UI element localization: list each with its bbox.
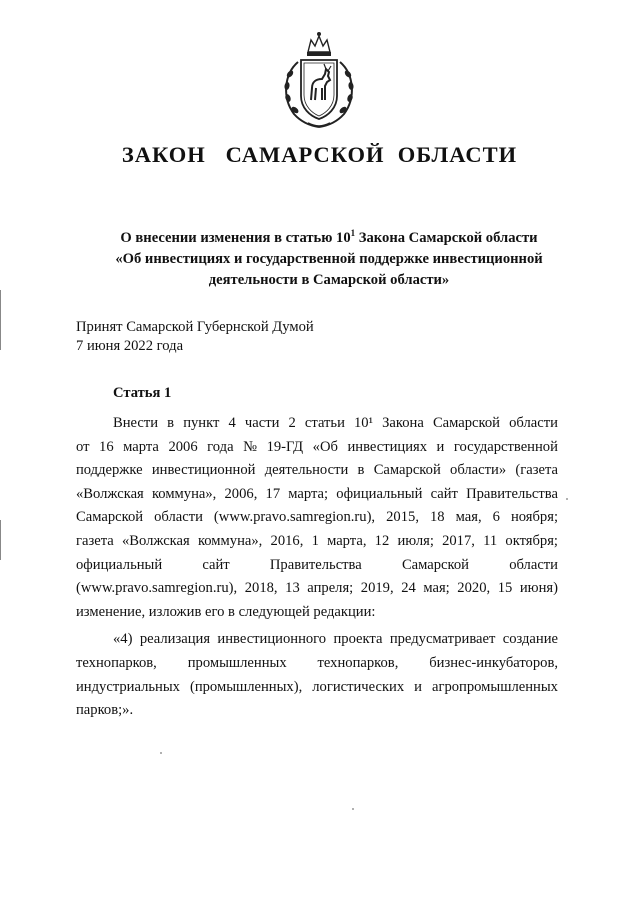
word: ноября;	[510, 509, 558, 526]
paragraph-1	[76, 412, 558, 601]
word: мая,	[455, 509, 482, 526]
word: государственной	[453, 438, 558, 455]
scan-speck	[352, 808, 354, 810]
word: июня)	[519, 580, 558, 597]
law-title	[0, 142, 639, 168]
word: и	[436, 438, 445, 455]
word: 2006,	[224, 485, 258, 502]
word: 1	[311, 532, 319, 549]
word: октября;	[505, 532, 558, 549]
paragraph-1-line	[76, 506, 558, 530]
word: области	[154, 509, 203, 526]
word: создание	[502, 631, 558, 648]
word: апреля;	[307, 580, 354, 597]
word: июля;	[397, 532, 434, 549]
word: Закона	[382, 415, 424, 431]
word: 10¹	[354, 415, 373, 431]
word: 16	[99, 438, 114, 455]
scan-edge-mark	[0, 520, 1, 560]
law-subtitle	[60, 228, 598, 291]
word: 2017,	[442, 532, 475, 549]
adoption-body: Принят Самарской Губернской Думой	[76, 319, 314, 335]
word: 2019,	[360, 580, 394, 597]
word: «Об	[312, 438, 338, 455]
paragraph-1-line	[76, 554, 558, 578]
word: марта,	[327, 532, 367, 549]
word: 13	[285, 580, 300, 597]
paragraph-1-line	[76, 577, 558, 601]
word: сайт	[202, 556, 230, 573]
paragraph-2	[76, 628, 558, 699]
word: области»	[450, 462, 507, 479]
subtitle-line-1: О внесении изменения в статью $10^1$ Закона Самарской области	[120, 228, 538, 246]
paragraph-2-line	[76, 628, 558, 652]
word: предусматривает	[389, 631, 496, 648]
word: в	[167, 415, 175, 431]
word: логистических	[312, 678, 405, 695]
paragraph-2-line	[76, 652, 558, 676]
word: 12	[374, 532, 390, 549]
word: поддержке	[76, 462, 143, 479]
word: мая;	[423, 580, 450, 597]
paragraph-1-line	[76, 459, 558, 483]
word: инвестиционного	[217, 631, 327, 648]
word: технопарков,	[317, 654, 399, 671]
word: 15	[497, 580, 513, 597]
word: года	[207, 438, 234, 455]
adoption-date: 7 июня 2022 года	[76, 338, 184, 354]
word: марта;	[288, 485, 329, 502]
word: пункт	[183, 415, 220, 431]
coat-of-arms-icon	[278, 30, 360, 130]
scan-speck	[566, 498, 568, 500]
word: Правительства	[269, 556, 362, 573]
word: 11	[483, 532, 498, 549]
paragraph-1-line	[76, 436, 558, 460]
word: марта	[123, 438, 159, 455]
word: 2015,	[386, 509, 419, 526]
word: «Волжская	[121, 532, 190, 549]
word: 4	[228, 415, 236, 431]
paragraph-1-line	[76, 412, 558, 436]
word: инвестиционной	[151, 462, 256, 479]
word: коммуна»,	[151, 485, 217, 502]
adoption-info	[76, 318, 314, 356]
word: 6	[492, 509, 500, 526]
word: промышленных	[187, 654, 287, 671]
scan-speck	[160, 752, 162, 754]
word: коммуна»,	[197, 532, 263, 549]
word: 24	[401, 580, 416, 597]
subtitle-line-3: деятельности в Самарской области»	[208, 272, 450, 288]
word: №	[243, 438, 258, 455]
word: (газета	[515, 462, 558, 479]
word: 17	[265, 485, 281, 502]
paragraph-1-line	[76, 530, 558, 554]
word: «Волжская	[76, 485, 144, 502]
word: официальный	[336, 485, 423, 502]
word: деятельности	[264, 462, 349, 479]
scan-edge-mark	[0, 290, 1, 350]
word: «4)	[113, 631, 133, 648]
paragraph-2-line	[76, 676, 558, 700]
word: 19-ГД	[266, 438, 304, 455]
word: 2	[288, 415, 296, 431]
word: от	[76, 438, 90, 455]
title-word-1: ЗАКОН	[121, 142, 206, 167]
word: 18	[430, 509, 445, 526]
word: статьи	[304, 415, 345, 431]
word: агропромышленных	[432, 678, 558, 695]
paragraph-2-last-line: парков;».	[76, 702, 134, 719]
word: Внести	[113, 415, 159, 431]
word: 2006	[168, 438, 198, 455]
paragraph-1-line	[76, 483, 558, 507]
word: бизнес-инкубаторов,	[429, 654, 558, 671]
word: проекта	[333, 631, 383, 648]
word: 2020,	[457, 580, 491, 597]
word: в	[357, 462, 365, 479]
article-heading: Статья 1	[113, 385, 172, 401]
word: Самарской	[373, 462, 441, 479]
word: сайт	[430, 485, 458, 502]
word: Правительства	[466, 485, 558, 502]
article-body	[76, 412, 558, 723]
word: инвестициях	[347, 438, 428, 455]
word: области	[509, 556, 558, 573]
word: официальный	[76, 556, 163, 573]
word: (промышленных),	[189, 678, 303, 695]
word: и	[414, 678, 422, 695]
subtitle-line-2: «Об инвестициях и государственной поддержке инвестиционной	[115, 251, 543, 267]
word: Самарской	[401, 556, 469, 573]
word: Самарской	[76, 509, 144, 526]
title-word-3: ОБЛАСТИ	[397, 142, 518, 167]
word: 2016,	[270, 532, 304, 549]
word: (www.pravo.samregion.ru),	[76, 580, 238, 597]
word: части	[244, 415, 280, 431]
word: области	[509, 415, 558, 431]
word: 2018,	[244, 580, 278, 597]
word: технопарков,	[76, 654, 157, 671]
title-word-2: САМАРСКОЙ	[225, 142, 385, 167]
word: (www.pravo.samregion.ru),	[213, 509, 376, 526]
word: реализация	[139, 631, 211, 648]
paragraph-1-last-line: изменение, изложив его в следующей редакции:	[76, 603, 376, 620]
word: индустриальных	[76, 678, 180, 695]
word: Самарской	[432, 415, 500, 431]
word: газета	[76, 532, 114, 549]
